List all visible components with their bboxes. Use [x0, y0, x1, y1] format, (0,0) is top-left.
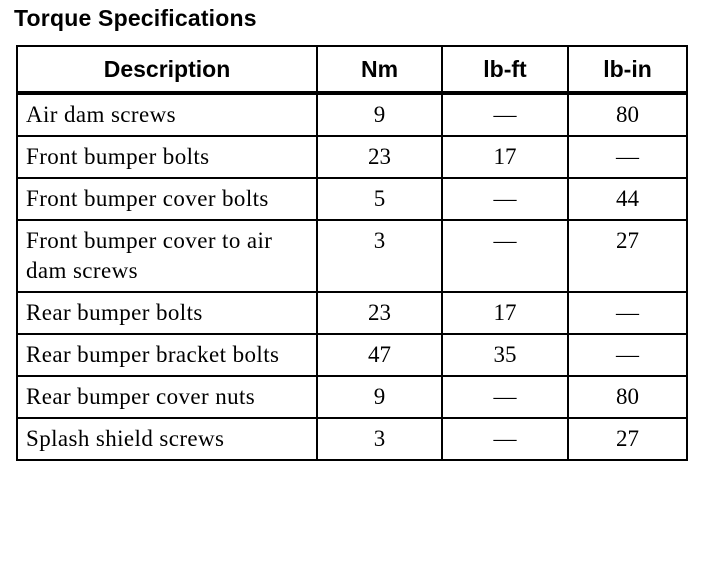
table-row: [17, 178, 687, 220]
table-row: [17, 220, 687, 292]
nm-cell: 3: [317, 418, 442, 460]
table-row: [17, 418, 687, 460]
description-cell: Front bumper bolts: [17, 136, 317, 178]
lb-in-cell: —: [568, 334, 687, 376]
table-row: [17, 376, 687, 418]
lb-ft-cell: —: [442, 376, 568, 418]
nm-cell: 3: [317, 220, 442, 292]
nm-cell: 5: [317, 178, 442, 220]
column-header-nm: Nm: [317, 46, 442, 93]
description-cell: Rear bumper bolts: [17, 292, 317, 334]
description-cell: Rear bumper bracket bolts: [17, 334, 317, 376]
table-row: [17, 292, 687, 334]
lb-ft-cell: —: [442, 220, 568, 292]
lb-in-cell: 44: [568, 178, 687, 220]
nm-cell: 23: [317, 136, 442, 178]
table-header-row: [17, 46, 687, 93]
lb-ft-cell: 35: [442, 334, 568, 376]
table-row: [17, 136, 687, 178]
nm-cell: 47: [317, 334, 442, 376]
lb-in-cell: 80: [568, 376, 687, 418]
table-row: [17, 93, 687, 136]
description-cell: Rear bumper cover nuts: [17, 376, 317, 418]
lb-ft-cell: 17: [442, 136, 568, 178]
description-cell: Front bumper cover to air dam screws: [17, 220, 317, 292]
column-header-lb-in: lb-in: [568, 46, 687, 93]
nm-cell: 9: [317, 93, 442, 136]
column-header-description: Description: [17, 46, 317, 93]
nm-cell: 9: [317, 376, 442, 418]
lb-ft-cell: 17: [442, 292, 568, 334]
lb-ft-cell: —: [442, 93, 568, 136]
lb-ft-cell: —: [442, 418, 568, 460]
lb-in-cell: 27: [568, 418, 687, 460]
lb-in-cell: 27: [568, 220, 687, 292]
column-header-lb-ft: lb-ft: [442, 46, 568, 93]
description-cell: Splash shield screws: [17, 418, 317, 460]
description-cell: Air dam screws: [17, 93, 317, 136]
lb-in-cell: —: [568, 136, 687, 178]
lb-in-cell: —: [568, 292, 687, 334]
nm-cell: 23: [317, 292, 442, 334]
table-row: [17, 334, 687, 376]
description-cell: Front bumper cover bolts: [17, 178, 317, 220]
lb-ft-cell: —: [442, 178, 568, 220]
page-title: Torque Specifications: [14, 5, 257, 31]
torque-spec-table: [16, 45, 688, 461]
lb-in-cell: 80: [568, 93, 687, 136]
